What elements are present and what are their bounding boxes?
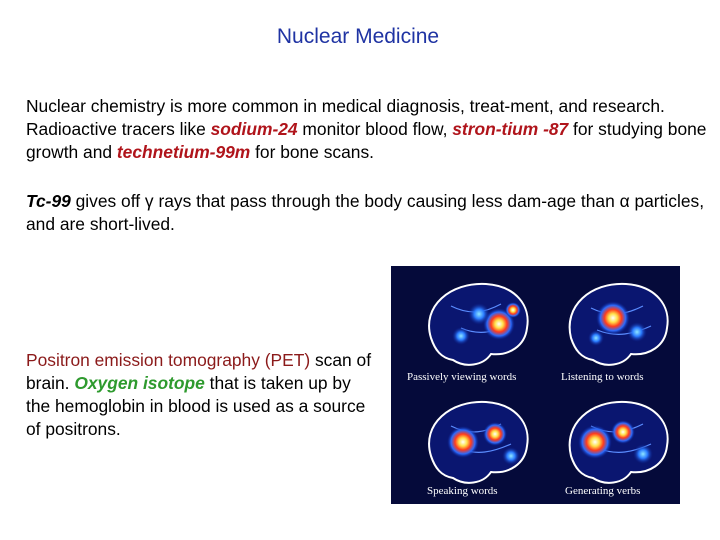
paragraph-radioactive-tracers	[26, 95, 716, 164]
pet-caption-lead: Positron emission tomography (PET)	[26, 350, 311, 370]
highlight-oxygen-isotope: Oxygen isotope	[74, 373, 205, 393]
brain-passively-viewing	[429, 284, 528, 365]
brain-listening	[570, 284, 668, 365]
label-generating-verbs: Generating verbs	[565, 485, 641, 497]
highlight-tc-99: Tc-99	[26, 191, 71, 211]
paragraph-text: monitor blood flow,	[297, 119, 453, 139]
paragraph-text: for studying bone growth and	[26, 119, 707, 162]
label-listening-to-words: Listening to words	[561, 371, 644, 383]
brain-speaking	[429, 402, 528, 483]
paragraph-text: for bone scans.	[250, 142, 374, 162]
highlight-strontium-87: stron-tium -87	[452, 119, 569, 139]
label-passively-viewing-words: Passively viewing words	[407, 371, 517, 383]
pet-caption	[26, 349, 376, 441]
paragraph-tc99	[26, 190, 716, 236]
paragraph-text: gives off γ rays that pass through the body causing less dam-age than α particles, and are short-lived.	[26, 191, 705, 234]
brain-generating-verbs	[570, 402, 668, 483]
paragraph-text: that is taken up by the hemoglobin in blood is used as a source of positrons.	[26, 373, 366, 439]
paragraph-text: scan of brain.	[26, 350, 372, 393]
pet-brain-scan-graphic	[391, 266, 680, 504]
label-speaking-words: Speaking words	[427, 485, 498, 497]
highlight-technetium-99m: technetium-99m	[116, 142, 251, 162]
paragraph-text: Nuclear chemistry is more common in medical diagnosis, treat-ment, and research. Radioactive tracers like	[26, 96, 665, 139]
pet-brain-scan-image	[391, 266, 680, 504]
highlight-sodium-24: sodium-24	[210, 119, 298, 139]
page-title: Nuclear Medicine	[276, 25, 440, 48]
